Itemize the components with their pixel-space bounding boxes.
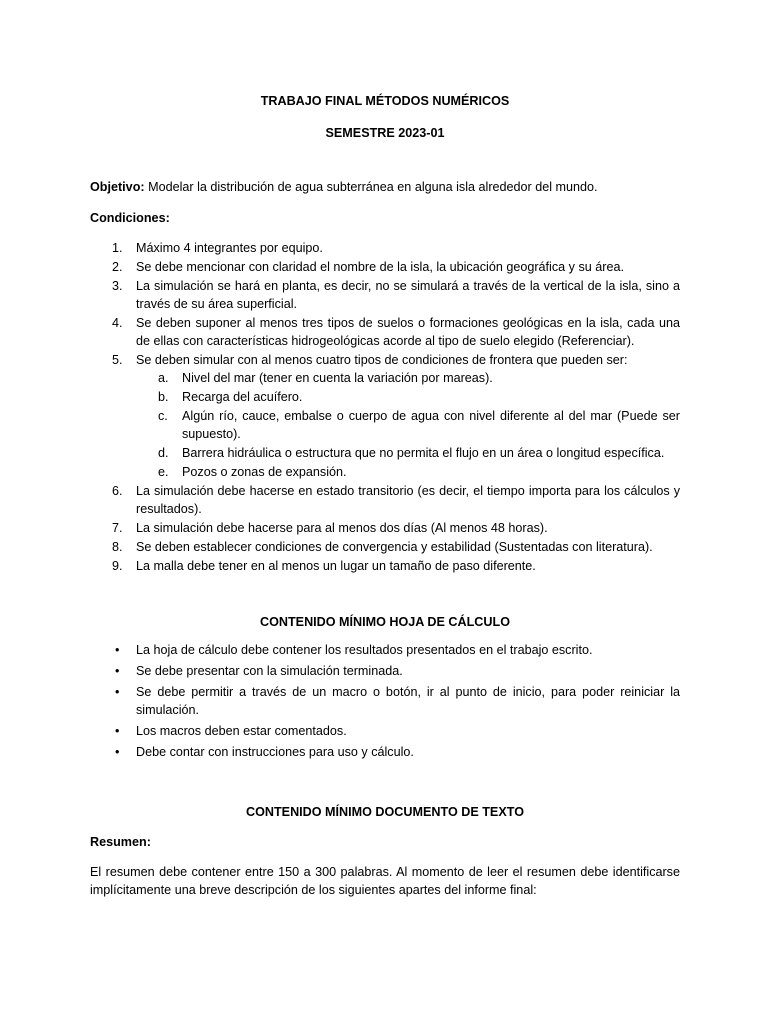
objective-paragraph	[90, 178, 680, 196]
condition-item	[90, 538, 680, 556]
boundary-condition-letter: b.	[158, 390, 169, 404]
spreadsheet-item-text: Se debe presentar con la simulación terminada.	[136, 664, 403, 678]
condition-text: Máximo 4 integrantes por equipo.	[136, 241, 323, 255]
spreadsheet-section-heading: CONTENIDO MÍNIMO HOJA DE CÁLCULO	[259, 615, 510, 629]
condition-text: Se deben simular con al menos cuatro tipos de condiciones de frontera que pueden ser:	[136, 353, 628, 367]
spreadsheet-item	[90, 722, 680, 740]
spreadsheet-item-text: Se debe permitir a través de un macro o botón, ir al punto de inicio, para poder reiniciar la simulación.	[136, 685, 680, 717]
boundary-condition-text: Recarga del acuífero.	[182, 390, 303, 404]
objective-label: Objetivo:	[90, 180, 145, 194]
condition-number: 2.	[112, 260, 123, 274]
condition-item	[90, 239, 680, 257]
bullet-icon: •	[115, 664, 120, 678]
condition-text: Se debe mencionar con claridad el nombre de la isla, la ubicación geográfica y su área.	[136, 260, 624, 274]
condition-item	[90, 351, 680, 481]
spreadsheet-item	[90, 743, 680, 761]
spreadsheet-item	[90, 683, 680, 719]
condition-number: 4.	[112, 316, 123, 330]
boundary-condition-letter: e.	[158, 465, 169, 479]
condition-item	[90, 277, 680, 313]
bullet-icon: •	[115, 724, 120, 738]
condition-text: Se deben suponer al menos tres tipos de suelos o formaciones geológicas en la isla, cada una de ellas con características hidrogeológicas acorde al tipo de suelo elegido (Referenciar).	[136, 316, 680, 348]
spreadsheet-items-list	[90, 641, 680, 761]
conditions-heading: Condiciones:	[90, 211, 170, 225]
condition-number: 3.	[112, 279, 123, 293]
condition-item	[90, 258, 680, 276]
document-semester: SEMESTRE 2023-01	[325, 126, 445, 140]
condition-item	[90, 314, 680, 350]
condition-number: 9.	[112, 559, 123, 573]
boundary-condition-item	[136, 444, 680, 462]
summary-heading: Resumen:	[90, 835, 151, 849]
condition-text: Se deben establecer condiciones de convergencia y estabilidad (Sustentadas con literatura).	[136, 540, 653, 554]
boundary-condition-text: Barrera hidráulica o estructura que no permita el flujo en un área o longitud específica.	[182, 446, 665, 460]
spreadsheet-item	[90, 662, 680, 680]
boundary-condition-item	[136, 463, 680, 481]
boundary-condition-text: Pozos o zonas de expansión.	[182, 465, 347, 479]
boundary-condition-text: Nivel del mar (tener en cuenta la variación por mareas).	[182, 371, 493, 385]
summary-text: El resumen debe contener entre 150 a 300 palabras. Al momento de leer el resumen debe identificarse implícitamente una breve descripción de los siguientes apartes del informe final:	[90, 865, 680, 897]
boundary-condition-item	[136, 388, 680, 406]
spreadsheet-item-text: Debe contar con instrucciones para uso y cálculo.	[136, 745, 414, 759]
spreadsheet-item-text: La hoja de cálculo debe contener los resultados presentados en el trabajo escrito.	[136, 643, 593, 657]
boundary-conditions-list	[136, 369, 680, 481]
boundary-condition-letter: c.	[158, 409, 168, 423]
condition-text: La simulación debe hacerse en estado transitorio (es decir, el tiempo importa para los cálculos y resultados).	[136, 484, 680, 516]
condition-number: 7.	[112, 521, 123, 535]
text-document-section-heading: CONTENIDO MÍNIMO DOCUMENTO DE TEXTO	[245, 805, 524, 819]
bullet-icon: •	[115, 745, 120, 759]
condition-item	[90, 519, 680, 537]
boundary-condition-item	[136, 369, 680, 387]
condition-number: 6.	[112, 484, 123, 498]
objective-text: Modelar la distribución de agua subterránea en alguna isla alrededor del mundo.	[144, 180, 598, 194]
condition-number: 1.	[112, 241, 123, 255]
boundary-condition-item	[136, 407, 680, 443]
condition-item	[90, 557, 680, 575]
bullet-icon: •	[115, 643, 120, 657]
boundary-condition-letter: d.	[158, 446, 169, 460]
spreadsheet-item	[90, 641, 680, 659]
condition-text: La simulación se hará en planta, es decir, no se simulará a través de la vertical de la isla, sino a través de su área superficial.	[136, 279, 680, 311]
conditions-list	[90, 239, 680, 575]
bullet-icon: •	[115, 685, 120, 699]
condition-item	[90, 482, 680, 518]
condition-number: 5.	[112, 353, 123, 367]
condition-number: 8.	[112, 540, 123, 554]
document-title: TRABAJO FINAL MÉTODOS NUMÉRICOS	[260, 94, 510, 108]
condition-text: La malla debe tener en al menos un lugar un tamaño de paso diferente.	[136, 559, 536, 573]
spreadsheet-item-text: Los macros deben estar comentados.	[136, 724, 347, 738]
boundary-condition-letter: a.	[158, 371, 169, 385]
condition-text: La simulación debe hacerse para al menos dos días (Al menos 48 horas).	[136, 521, 548, 535]
boundary-condition-text: Algún río, cauce, embalse o cuerpo de agua con nivel diferente al del mar (Puede ser supuesto).	[182, 409, 680, 441]
